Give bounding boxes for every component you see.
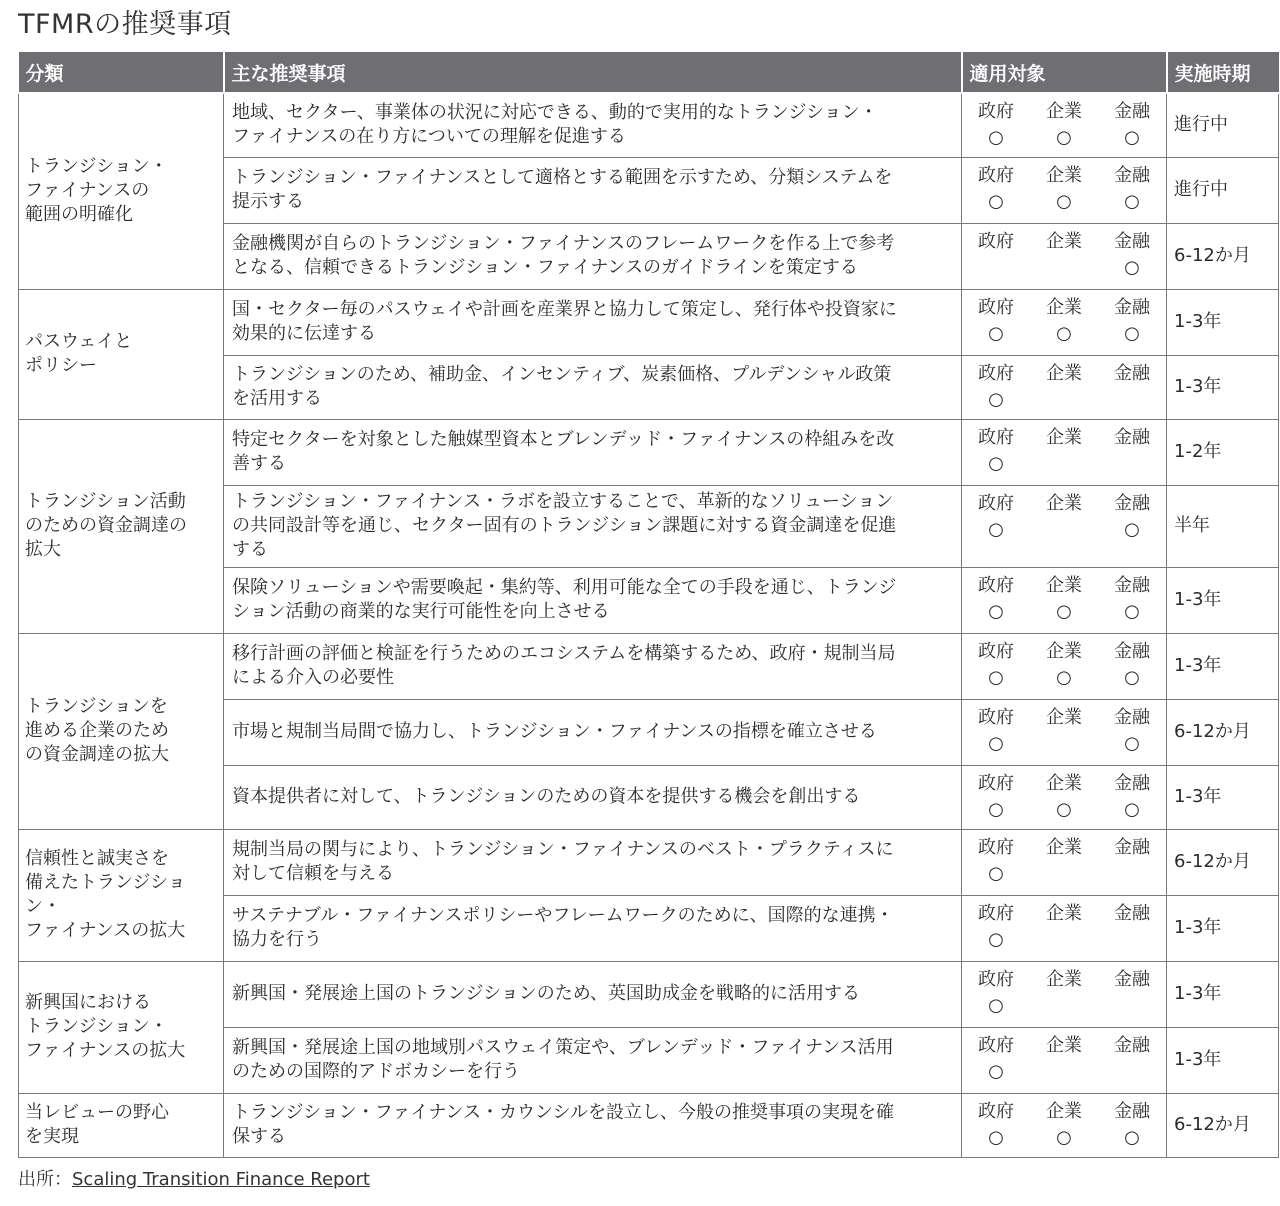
recommendation-line: 提示する: [232, 191, 304, 212]
applicable-circle-mark: ○: [1056, 1126, 1072, 1148]
category-line: のための資金調達の: [25, 515, 187, 536]
category-line: 当レビューの野心: [25, 1102, 169, 1123]
recommendation-cell: [224, 1093, 962, 1157]
recommendation-cell: [224, 289, 962, 355]
target-label: 金融: [1114, 1034, 1150, 1056]
applicable-circle-mark: ○: [1056, 666, 1072, 688]
applicable-circle-mark: [1036, 516, 1092, 544]
recommendation-line: 善する: [232, 453, 286, 474]
target-label: 金融: [1114, 101, 1150, 122]
applicable-circle-mark: [1104, 992, 1160, 1020]
target-label: 政府: [978, 164, 1014, 186]
target-label: 金融: [1114, 296, 1150, 318]
recommendation-cell: [224, 355, 962, 419]
recommendation-cell: [224, 567, 962, 633]
recommendation-line: ション活動の商業的な実行可能性を向上させる: [232, 601, 610, 622]
timing-cell: 1-3年: [1167, 895, 1279, 961]
applicable-circle-mark: ○: [1124, 600, 1140, 622]
target-cell: [962, 699, 1167, 765]
source-prefix: 出所：: [18, 1169, 72, 1190]
recommendation-line: 保険ソリューションや需要喚起・集約等、利用可能な全ての手段を通じ、トランジ: [232, 577, 897, 598]
applicable-circle-mark: [1036, 1058, 1092, 1086]
target-label: 企業: [1046, 1100, 1082, 1122]
applicable-circle-mark: ○: [988, 1060, 1004, 1082]
timing-cell: 1-2年: [1167, 419, 1279, 485]
category-line: の資金調達の拡大: [25, 744, 169, 765]
target-label: 金融: [1114, 230, 1150, 252]
timing-cell: 6-12か月: [1167, 699, 1279, 765]
target-label: 政府: [978, 836, 1014, 858]
recommendation-line: トランジションのため、補助金、インセンティブ、炭素価格、プルデンシャル政策: [232, 364, 892, 385]
applicable-circle-mark: ○: [1056, 322, 1072, 344]
recommendations-table: [18, 52, 1279, 1158]
target-label: 金融: [1114, 902, 1150, 924]
target-cell: [962, 895, 1167, 961]
target-label: 企業: [1046, 836, 1082, 858]
target-label: 金融: [1114, 640, 1150, 662]
recommendation-cell: [224, 419, 962, 485]
applicable-circle-mark: ○: [988, 994, 1004, 1016]
applicable-circle-mark: ○: [988, 127, 1004, 148]
applicable-circle-mark: [1036, 992, 1092, 1020]
header-target: 適用対象: [962, 52, 1167, 93]
category-cell: [19, 419, 224, 633]
timing-cell: 1-3年: [1167, 1027, 1279, 1093]
applicable-circle-mark: [1104, 860, 1160, 888]
target-label: 金融: [1114, 164, 1150, 186]
applicable-circle-mark: ○: [988, 862, 1004, 884]
applicable-circle-mark: [1036, 860, 1092, 888]
target-cell: [962, 93, 1167, 157]
timing-cell: 進行中: [1167, 157, 1279, 223]
target-label: 企業: [1046, 230, 1082, 252]
recommendation-line: 国・セクター毎のパスウェイや計画を産業界と協力して策定し、発行体や投資家に: [232, 299, 897, 320]
recommendation-line: による介入の必要性: [232, 667, 394, 688]
category-line: 新興国における: [25, 992, 151, 1013]
target-cell: [962, 223, 1167, 289]
target-label: 金融: [1114, 362, 1150, 384]
recommendation-cell: [224, 157, 962, 223]
applicable-circle-mark: ○: [1056, 798, 1072, 820]
applicable-circle-mark: [1104, 926, 1160, 954]
applicable-circle-mark: ○: [1124, 256, 1140, 278]
header-timing: 実施時期: [1167, 52, 1279, 93]
table-row: [19, 289, 1279, 355]
category-line: トランジション・: [25, 1016, 168, 1037]
category-line: ファイナンスの拡大: [25, 1040, 186, 1061]
recommendation-cell: [224, 485, 962, 567]
header-category: 分類: [19, 52, 224, 93]
applicable-circle-mark: [1036, 254, 1092, 282]
recommendation-line: 保する: [232, 1126, 286, 1147]
recommendation-line: する: [232, 539, 268, 560]
recommendation-cell: [224, 765, 962, 829]
target-label: 金融: [1114, 1100, 1150, 1122]
target-cell: [962, 157, 1167, 223]
target-cell: [962, 1027, 1167, 1093]
recommendation-cell: [224, 93, 962, 157]
applicable-circle-mark: ○: [988, 452, 1004, 474]
target-label: 政府: [978, 902, 1014, 924]
timing-cell: 1-3年: [1167, 765, 1279, 829]
timing-cell: 6-12か月: [1167, 829, 1279, 895]
target-label: 企業: [1046, 574, 1082, 596]
category-line: ファイナンスの: [25, 180, 150, 202]
category-line: 進める企業のため: [25, 720, 169, 741]
timing-cell: 1-3年: [1167, 355, 1279, 419]
applicable-circle-mark: [968, 254, 1024, 282]
recommendation-line: 新興国・発展途上国のトランジションのため、英国助成金を戦略的に活用する: [232, 983, 861, 1004]
table-row: [19, 1093, 1279, 1157]
category-line: 拡大: [25, 539, 61, 560]
target-label: 企業: [1046, 492, 1082, 514]
applicable-circle-mark: ○: [988, 190, 1004, 212]
recommendation-line: 効果的に伝達する: [232, 323, 376, 344]
target-label: 金融: [1114, 968, 1150, 990]
category-line: を実現: [25, 1126, 79, 1147]
timing-cell: 1-3年: [1167, 289, 1279, 355]
target-label: 金融: [1114, 772, 1150, 794]
timing-cell: 半年: [1167, 485, 1279, 567]
target-label: 政府: [978, 706, 1014, 728]
target-label: 金融: [1114, 492, 1150, 514]
recommendation-line: を活用する: [232, 388, 322, 409]
target-label: 金融: [1114, 574, 1150, 596]
recommendation-cell: [224, 1027, 962, 1093]
category-line: ポリシー: [25, 355, 97, 376]
category-cell: [19, 829, 224, 961]
recommendation-cell: [224, 961, 962, 1027]
target-label: 企業: [1046, 296, 1082, 318]
applicable-circle-mark: ○: [1124, 127, 1140, 148]
category-cell: [19, 961, 224, 1093]
target-label: 企業: [1046, 1034, 1082, 1056]
recommendation-line: トランジション・ファイナンス・カウンシルを設立し、今般の推奨事項の実現を確: [232, 1102, 895, 1123]
recommendation-line: 規制当局の関与により、トランジション・ファイナンスのベスト・プラクティスに: [232, 839, 894, 860]
target-label: 企業: [1046, 362, 1082, 384]
applicable-circle-mark: ○: [988, 666, 1004, 688]
applicable-circle-mark: ○: [1124, 322, 1140, 344]
applicable-circle-mark: ○: [1124, 666, 1140, 688]
category-line: 範囲の明確化: [25, 204, 133, 226]
target-label: 政府: [978, 640, 1014, 662]
recommendation-cell: [224, 829, 962, 895]
source-link[interactable]: Scaling Transition Finance Report: [72, 1169, 370, 1190]
target-cell: [962, 355, 1167, 419]
applicable-circle-mark: ○: [1124, 1126, 1140, 1148]
target-label: 政府: [978, 492, 1014, 514]
table-row: [19, 93, 1279, 157]
target-label: 企業: [1046, 164, 1082, 186]
recommendation-line: 資本提供者に対して、トランジションのための資本を提供する機会を創出する: [232, 786, 861, 807]
category-cell: [19, 1093, 224, 1157]
target-label: 金融: [1114, 706, 1150, 728]
applicable-circle-mark: ○: [1124, 732, 1140, 754]
target-cell: [962, 961, 1167, 1027]
table-body: [19, 93, 1279, 1157]
table-row: [19, 829, 1279, 895]
target-label: 金融: [1114, 426, 1150, 448]
timing-cell: 1-3年: [1167, 633, 1279, 699]
table-row: [19, 961, 1279, 1027]
recommendation-line: 対して信頼を与える: [232, 863, 394, 884]
target-label: 政府: [978, 101, 1014, 122]
applicable-circle-mark: [1104, 1058, 1160, 1086]
target-cell: [962, 567, 1167, 633]
category-line: 信頼性と誠実さを: [25, 848, 169, 869]
recommendation-cell: [224, 895, 962, 961]
recommendation-line: トランジション・ファイナンスとして適格とする範囲を示すため、分類システムを: [232, 167, 893, 188]
target-label: 政府: [978, 574, 1014, 596]
target-label: 金融: [1114, 836, 1150, 858]
recommendation-cell: [224, 223, 962, 289]
applicable-circle-mark: ○: [988, 518, 1004, 540]
target-label: 政府: [978, 426, 1014, 448]
timing-cell: 1-3年: [1167, 961, 1279, 1027]
page-title: TFMRの推奨事項: [18, 9, 232, 40]
category-line: ファイナンスの拡大: [25, 920, 186, 941]
category-cell: [19, 633, 224, 829]
target-label: 企業: [1046, 426, 1082, 448]
applicable-circle-mark: ○: [1056, 600, 1072, 622]
applicable-circle-mark: ○: [988, 732, 1004, 754]
applicable-circle-mark: ○: [1056, 127, 1072, 148]
recommendation-line: 移行計画の評価と検証を行うためのエコシステムを構築するため、政府・規制当局: [232, 643, 896, 664]
applicable-circle-mark: ○: [988, 600, 1004, 622]
target-label: 政府: [978, 772, 1014, 794]
timing-cell: 6-12か月: [1167, 223, 1279, 289]
target-label: 政府: [978, 362, 1014, 384]
target-label: 企業: [1046, 640, 1082, 662]
target-label: 企業: [1046, 101, 1082, 122]
recommendation-line: 市場と規制当局間で協力し、トランジション・ファイナンスの指標を確立させる: [232, 721, 877, 742]
target-label: 企業: [1046, 968, 1082, 990]
recommendation-line: 協力を行う: [232, 929, 322, 950]
applicable-circle-mark: [1036, 926, 1092, 954]
recommendation-line: ファイナンスの在り方についての理解を促進する: [232, 126, 626, 148]
applicable-circle-mark: ○: [1124, 518, 1140, 540]
target-cell: [962, 1093, 1167, 1157]
target-label: 政府: [978, 968, 1014, 990]
applicable-circle-mark: ○: [1124, 798, 1140, 820]
recommendation-line: トランジション・ファイナンス・ラボを設立することで、革新的なソリューション: [232, 491, 894, 512]
applicable-circle-mark: ○: [988, 798, 1004, 820]
recommendation-line: のための国際的アドボカシーを行う: [232, 1061, 520, 1082]
recommendation-line: 金融機関が自らのトランジション・ファイナンスのフレームワークを作る上で参考: [232, 233, 895, 254]
applicable-circle-mark: [1104, 450, 1160, 478]
target-cell: [962, 765, 1167, 829]
target-label: 政府: [978, 296, 1014, 318]
recommendation-line: の共同設計等を通じ、セクター固有のトランジション課題に対する資金調達を促進: [232, 515, 897, 536]
applicable-circle-mark: ○: [988, 1126, 1004, 1148]
source-note: [18, 1167, 370, 1193]
timing-cell: 1-3年: [1167, 567, 1279, 633]
recommendation-line: 特定セクターを対象とした触媒型資本とブレンデッド・ファイナンスの枠組みを改: [232, 429, 895, 450]
table-row: [19, 633, 1279, 699]
category-line: パスウェイと: [25, 331, 133, 352]
target-label: 企業: [1046, 772, 1082, 794]
recommendation-line: サステナブル・ファイナンスポリシーやフレームワークのために、国際的な連携・: [232, 905, 894, 926]
target-label: 企業: [1046, 902, 1082, 924]
applicable-circle-mark: ○: [988, 388, 1004, 410]
recommendation-line: 地域、セクター、事業体の状況に対応できる、動的で実用的なトランジション・: [232, 102, 878, 124]
target-label: 政府: [978, 1100, 1014, 1122]
target-cell: [962, 633, 1167, 699]
target-cell: [962, 485, 1167, 567]
category-line: 備えたトランジション・: [25, 872, 186, 917]
target-label: 政府: [978, 1034, 1014, 1056]
applicable-circle-mark: ○: [988, 928, 1004, 950]
recommendation-cell: [224, 633, 962, 699]
recommendation-cell: [224, 699, 962, 765]
category-line: トランジション活動: [25, 491, 186, 512]
category-line: トランジションを: [25, 696, 168, 717]
category-line: トランジション・: [25, 156, 168, 178]
target-cell: [962, 829, 1167, 895]
target-label: 政府: [978, 230, 1014, 252]
applicable-circle-mark: ○: [988, 322, 1004, 344]
applicable-circle-mark: ○: [1124, 190, 1140, 212]
applicable-circle-mark: [1104, 386, 1160, 414]
timing-cell: 進行中: [1167, 93, 1279, 157]
target-cell: [962, 289, 1167, 355]
target-cell: [962, 419, 1167, 485]
timing-cell: 6-12か月: [1167, 1093, 1279, 1157]
target-label: 企業: [1046, 706, 1082, 728]
recommendation-line: となる、信頼できるトランジション・ファイナンスのガイドラインを策定する: [232, 257, 858, 278]
table-header-row: [19, 52, 1279, 93]
applicable-circle-mark: ○: [1056, 190, 1072, 212]
table-row: [19, 419, 1279, 485]
applicable-circle-mark: [1036, 730, 1092, 758]
category-cell: [19, 289, 224, 419]
category-cell: [19, 93, 224, 289]
applicable-circle-mark: [1036, 450, 1092, 478]
applicable-circle-mark: [1036, 386, 1092, 414]
header-recommendation: 主な推奨事項: [224, 52, 962, 93]
recommendation-line: 新興国・発展途上国の地域別パスウェイ策定や、ブレンデッド・ファイナンス活用: [232, 1037, 894, 1058]
